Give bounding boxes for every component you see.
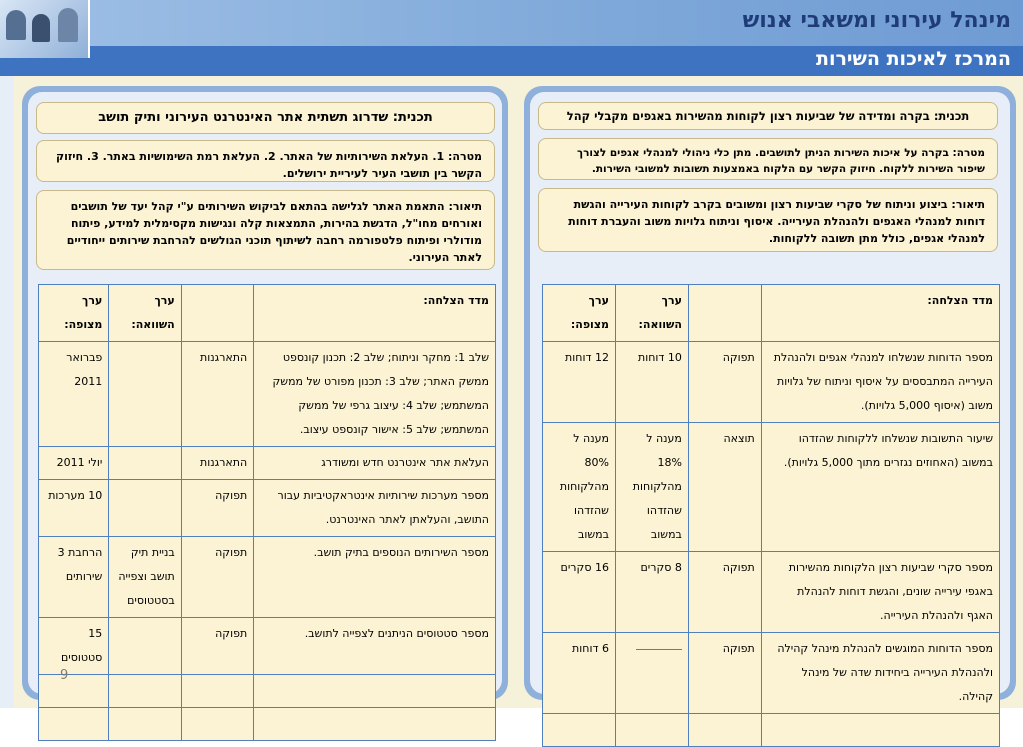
header-metric: מדד הצלחה: <box>254 285 496 342</box>
page-number: 9 <box>60 668 69 683</box>
type-cell: תפוקה <box>181 480 253 537</box>
header-expected: ערך מצופה: <box>543 285 616 342</box>
expected-cell <box>39 675 109 708</box>
type-cell: תפוקה <box>181 618 253 675</box>
table-row <box>39 675 496 708</box>
page-title: מינהל עירוני ומשאבי אנוש <box>742 8 1011 33</box>
table-row <box>39 342 496 447</box>
type-cell: תוצאה <box>688 423 761 552</box>
right-metrics-table <box>542 284 1000 747</box>
metric-cell <box>254 675 496 708</box>
table-row <box>543 714 1000 747</box>
expected-cell: 10 מערכות <box>39 480 109 537</box>
baseline-cell <box>109 708 181 741</box>
table-row <box>39 447 496 480</box>
header-expected: ערך מצופה: <box>39 285 109 342</box>
baseline-cell: מענה ל 18% מהלקוחות שהזדהו במשוב <box>615 423 688 552</box>
baseline-cell <box>109 480 181 537</box>
expected-cell <box>39 708 109 741</box>
table-header-row <box>39 285 496 342</box>
person-figure <box>58 8 78 42</box>
expected-cell: יולי 2011 <box>39 447 109 480</box>
left-strip <box>0 76 14 708</box>
table-row <box>39 708 496 741</box>
expected-cell: 15 סטטוסים <box>39 618 109 675</box>
baseline-cell <box>109 342 181 447</box>
table-row <box>39 480 496 537</box>
metric-cell: מספר מערכות שירותיות אינטראקטיביות עבור התושב, והעלאתן לאתר האינטרנט. <box>254 480 496 537</box>
metric-cell: שיעור התשובות שנשלחו ללקוחות שהזדהו במשוב (האחוזים נגזרים מתוך 5,000 גלויות). <box>761 423 999 552</box>
header-baseline: ערך השוואה: <box>615 285 688 342</box>
table-row <box>543 342 1000 423</box>
person-figure <box>6 10 26 40</box>
baseline-cell: בניית תיק תושב וצפייה בסטטוסים <box>109 537 181 618</box>
header-photo <box>0 0 90 58</box>
header-baseline: ערך השוואה: <box>109 285 181 342</box>
baseline-cell: 10 דוחות <box>615 342 688 423</box>
baseline-cell <box>109 675 181 708</box>
metric-cell: מספר הדוחות שנשלחו למנהלי אגפים ולהנהלת העירייה המתבססים על איסוף וניתוח של גלויות משוב (איסוף 5,000 גלויות). <box>761 342 999 423</box>
type-cell: תפוקה <box>688 342 761 423</box>
expected-cell: מענה ל 80% מהלקוחות שהזדהו במשוב <box>543 423 616 552</box>
type-cell: התארגנות <box>181 342 253 447</box>
metric-cell <box>254 708 496 741</box>
metric-cell: מספר הדוחות המוגשים להנהלת מינהל קהילה ולהנהלת העירייה ביחידות שדה של מינהל קהילה. <box>761 633 999 714</box>
left-program-goal: מטרה: 1. העלאת השירותיות של האתר. 2. העלאת רמת השימושיות באתר. 3. חיזוק הקשר בין תושבי העיר לעיריית ירושלים. <box>36 140 495 182</box>
right-program-description: תיאור: ביצוע וניתוח של סקרי שביעות רצון ומשובים בקרב לקוחות העירייה והגשת דוחות למנהלי האגפים ולהנהלת העירייה. איסוף וניתוח גלויות משוב והעברת דוחות למנהלי אגפים, כולל מתן תשובה ללקוחות. <box>538 188 998 252</box>
baseline-cell <box>615 714 688 747</box>
expected-cell: 6 דוחות <box>543 633 616 714</box>
header-type <box>688 285 761 342</box>
baseline-cell <box>615 633 688 714</box>
metric-cell <box>761 714 999 747</box>
baseline-cell <box>109 618 181 675</box>
type-cell: התארגנות <box>181 447 253 480</box>
metric-cell: מספר השירותים הנוספים בתיק תושב. <box>254 537 496 618</box>
expected-cell: 16 סקרים <box>543 552 616 633</box>
type-cell <box>181 708 253 741</box>
metric-cell: שלב 1: מחקר וניתוח; שלב 2: תכנון קונספט ממשק האתר; שלב 3: תכנון מפורט של ממשק המשתמש; שלב 4: עיצוב גרפי של ממשק המשתמש; שלב 5: אישור קונספט עיצוב. <box>254 342 496 447</box>
table-row <box>543 633 1000 714</box>
left-program-title: תכנית: שדרוג תשתית אתר האינטרנט העירוני ותיק תושב <box>36 102 495 134</box>
baseline-dash <box>636 649 682 650</box>
metric-cell: מספר סקרי שביעות רצון הלקוחות מהשירות באגפי עירייה שונים, והגשת דוחות להנהלת האגף ולהנהלת העירייה. <box>761 552 999 633</box>
header-type <box>181 285 253 342</box>
type-cell <box>688 714 761 747</box>
table-row <box>39 618 496 675</box>
baseline-cell <box>109 447 181 480</box>
expected-cell <box>543 714 616 747</box>
table-row <box>543 423 1000 552</box>
expected-cell: הרחבת 3 שירותים <box>39 537 109 618</box>
left-program-description: תיאור: התאמת האתר לגלישה בהתאם לביקוש השירותים ע"י קהל יעד של תושבים ואורחים מחו"ל, הדגשת בהירות, התמצאות קלה ונגישות מקסימלית למידע, פיתוח מודולרי ופיתוח פלטפורמה רחבה לשיתוף תוכני הגולשים להרחבת שירותים ייחודיים לאתר העירוני. <box>36 190 495 270</box>
expected-cell: 12 דוחות <box>543 342 616 423</box>
type-cell: תפוקה <box>688 552 761 633</box>
person-figure <box>32 14 50 42</box>
page-subtitle: המרכז לאיכות השירות <box>815 48 1011 70</box>
expected-cell: פברואר 2011 <box>39 342 109 447</box>
right-program-title: תכנית: בקרה ומדידה של שביעות רצון לקוחות מהשירות באגפים מקבלי קהל <box>538 102 998 130</box>
baseline-cell: 8 סקרים <box>615 552 688 633</box>
type-cell: תפוקה <box>688 633 761 714</box>
table-row <box>543 552 1000 633</box>
table-row <box>39 537 496 618</box>
left-metrics-table <box>38 284 496 741</box>
type-cell <box>181 675 253 708</box>
table-header-row <box>543 285 1000 342</box>
metric-cell: מספר סטטוסים הניתנים לצפייה לתושב. <box>254 618 496 675</box>
metric-cell: העלאת אתר אינטרנט חדש ומשודרג <box>254 447 496 480</box>
header-metric: מדד הצלחה: <box>761 285 999 342</box>
right-program-goal: מטרה: בקרה על איכות השירות הניתן לתושבים. מתן כלי ניהולי למנהלי אגפים לצורך שיפור השירות ללקוח. חיזוק הקשר עם הלקוח באמצעות תשובות למשובי השירות. <box>538 138 998 180</box>
type-cell: תפוקה <box>181 537 253 618</box>
